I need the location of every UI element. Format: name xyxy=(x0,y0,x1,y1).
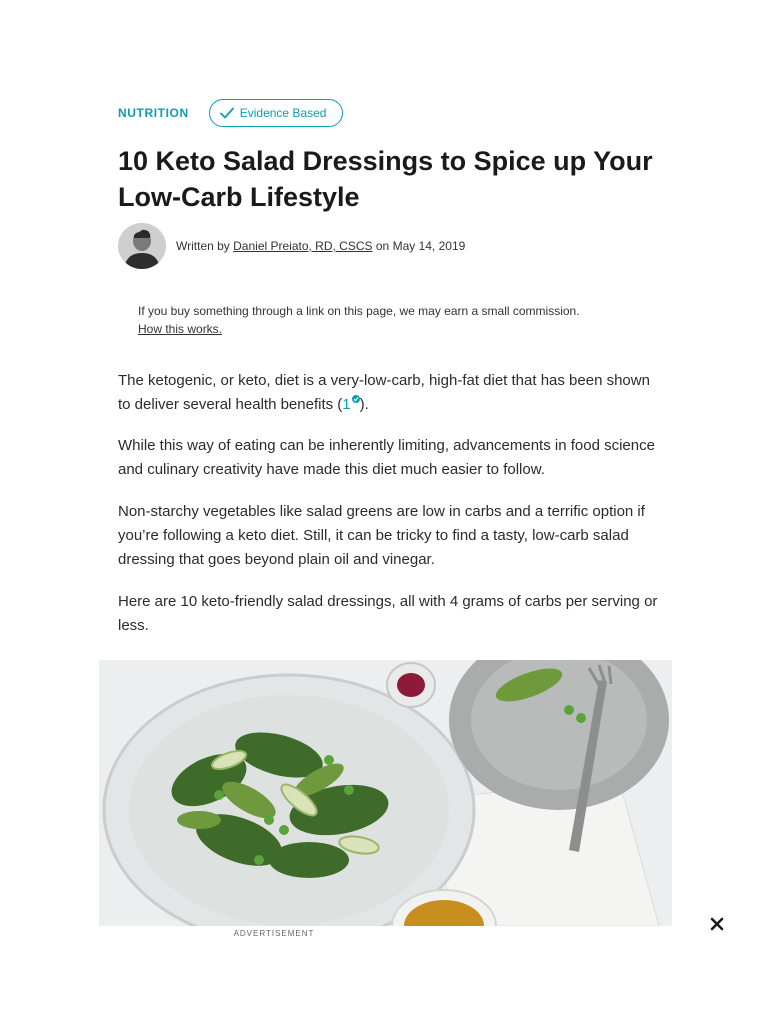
publish-date: May 14, 2019 xyxy=(392,239,466,253)
paragraph-1-end: ). xyxy=(359,396,369,413)
paragraph-1 xyxy=(118,369,658,417)
evidence-based-badge[interactable] xyxy=(209,99,344,127)
author-photo xyxy=(118,223,166,269)
how-this-works-link[interactable]: How this works. xyxy=(138,322,223,336)
check-icon xyxy=(220,107,234,119)
advertisement-label: ADVERTISEMENT xyxy=(233,929,315,938)
byline-prefix: Written by xyxy=(176,239,230,253)
affiliate-disclaimer xyxy=(138,302,658,338)
verified-badge-icon xyxy=(352,395,360,403)
close-icon xyxy=(708,915,726,933)
evidence-based-label: Evidence Based xyxy=(239,106,327,120)
close-ad-button[interactable] xyxy=(708,915,726,933)
paragraph-1-text: The ketogenic, or keto, diet is a very-low-carb, high-fat diet that has been shown to deliver several health benefits ( xyxy=(118,372,650,413)
author-link[interactable]: Daniel Preiato, RD, CSCS xyxy=(233,239,373,253)
hero-image xyxy=(99,660,672,926)
date-prefix: on xyxy=(375,239,390,253)
disclaimer-text: If you buy something through a link on this page, we may earn a small commission. xyxy=(138,304,580,318)
tag-row xyxy=(118,99,343,127)
salad-photo xyxy=(99,660,672,926)
article-title: 10 Keto Salad Dressings to Spice up Your Low-Carb Lifestyle xyxy=(118,146,653,212)
byline xyxy=(118,223,465,269)
category-link[interactable]: NUTRITION xyxy=(118,106,189,120)
paragraph-4: Here are 10 keto-friendly salad dressings, all with 4 grams of carbs per serving or less. xyxy=(118,593,658,634)
author-avatar[interactable] xyxy=(118,223,166,269)
paragraph-3: Non-starchy vegetables like salad greens are low in carbs and a terrific option if you’re following a keto diet. Still, it can be tricky to find a tasty, low-carb salad dressing that goes beyond plain oil and vinegar. xyxy=(118,503,645,568)
citation-link[interactable]: 1 xyxy=(342,396,351,413)
paragraph-2: While this way of eating can be inherently limiting, advancements in food science and culinary creativity have made this diet much easier to follow. xyxy=(118,437,655,478)
